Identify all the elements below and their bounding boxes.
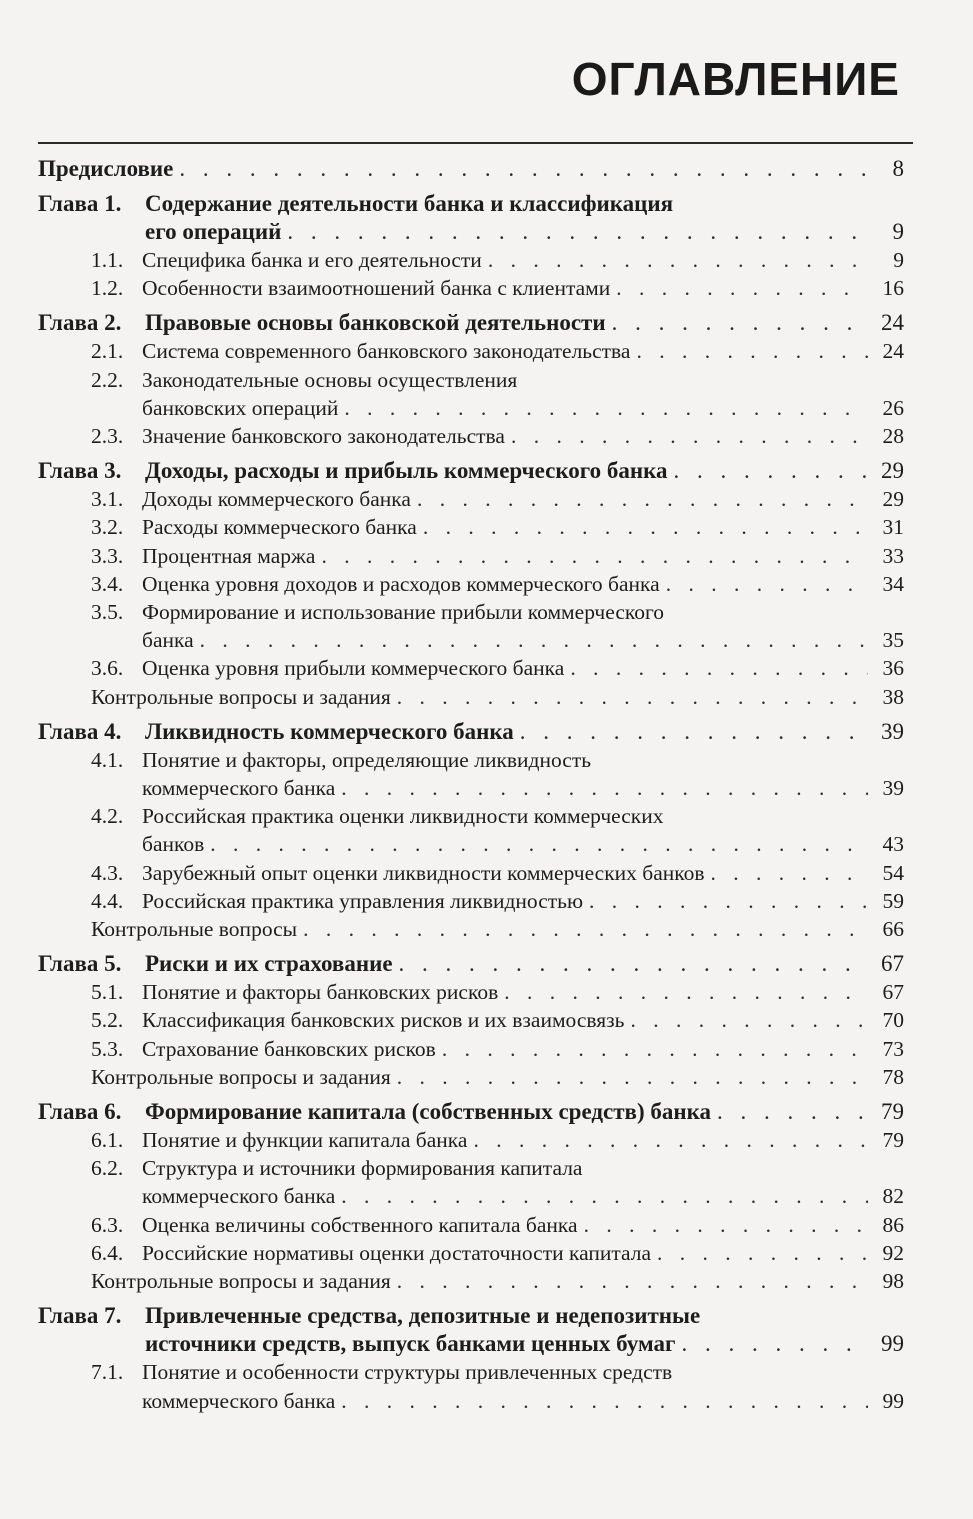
toc-row[interactable] xyxy=(38,1211,904,1239)
section-title: Российская практика управления ликвидностью xyxy=(142,888,584,913)
section-number: 1.1. xyxy=(91,248,124,272)
toc-row[interactable] xyxy=(38,457,904,485)
toc-row[interactable] xyxy=(38,337,904,365)
toc-row[interactable] xyxy=(38,1330,904,1358)
section-title: Оценка уровня прибыли коммерческого банка xyxy=(142,656,565,681)
leader-dots xyxy=(612,309,868,337)
page-number: 8 xyxy=(892,156,904,181)
section-number: 4.4. xyxy=(91,888,124,913)
leader-dots xyxy=(442,1035,868,1063)
page-number: 59 xyxy=(882,888,904,913)
page-number: 39 xyxy=(882,776,904,801)
page-number: 82 xyxy=(882,1184,904,1209)
page-number: 29 xyxy=(881,458,904,484)
section-title: Формирование и использование прибыли коммерческого xyxy=(142,600,664,625)
leader-dots xyxy=(423,513,868,541)
leader-dots xyxy=(589,887,868,915)
leader-dots xyxy=(504,978,868,1006)
toc-row[interactable] xyxy=(38,366,904,394)
toc-row[interactable] xyxy=(38,950,904,978)
page-number: 86 xyxy=(882,1212,904,1237)
leader-dots xyxy=(341,774,868,802)
section-number: 5.3. xyxy=(91,1036,124,1061)
page-number: 24 xyxy=(881,310,904,336)
toc-row[interactable] xyxy=(38,859,904,887)
preface-label: Предисловие xyxy=(38,156,174,181)
leader-dots xyxy=(717,1098,868,1126)
leader-dots xyxy=(397,1063,868,1091)
section-number: 5.2. xyxy=(91,1008,124,1033)
toc-row[interactable] xyxy=(38,1126,904,1154)
chapter-title: Правовые основы банковской деятельности xyxy=(145,310,606,336)
toc-row[interactable] xyxy=(38,887,904,915)
leader-dots xyxy=(657,1239,868,1267)
review-questions: Контрольные вопросы и задания xyxy=(91,1269,391,1294)
section-title: Понятие и факторы, определяющие ликвидность xyxy=(142,747,592,772)
section-title: банков xyxy=(142,832,205,857)
page-number: 9 xyxy=(893,248,904,272)
toc-row[interactable] xyxy=(38,1358,904,1386)
page-number: 34 xyxy=(882,571,904,596)
toc-row[interactable] xyxy=(38,746,904,774)
page-title: ОГЛАВЛЕНИЕ xyxy=(571,53,900,105)
leader-dots xyxy=(287,218,868,246)
section-number: 2.1. xyxy=(91,339,124,364)
page-number: 38 xyxy=(882,684,904,709)
toc-row[interactable] xyxy=(38,978,904,1006)
chapter-title: Формирование капитала (собственных средств) банка xyxy=(145,1099,712,1125)
leader-dots xyxy=(520,718,868,746)
toc-row[interactable] xyxy=(38,309,904,337)
leader-dots xyxy=(473,1126,868,1154)
page-number: 54 xyxy=(882,860,904,885)
chapter-title: Содержание деятельности банка и классификация xyxy=(145,191,674,216)
title-rule xyxy=(38,142,913,144)
toc-row[interactable] xyxy=(38,802,904,830)
toc-row[interactable] xyxy=(38,155,904,183)
toc-row[interactable] xyxy=(38,218,904,246)
chapter-number: Глава 3. xyxy=(38,458,122,484)
page-number: 79 xyxy=(881,1099,904,1125)
section-title: Процентная маржа xyxy=(142,543,316,568)
toc-row[interactable] xyxy=(38,626,904,654)
toc-row[interactable] xyxy=(38,246,904,274)
section-title: коммерческого банка xyxy=(142,776,336,801)
chapter-number: Глава 7. xyxy=(38,1303,122,1329)
chapter-number: Глава 2. xyxy=(38,310,122,336)
section-number: 2.3. xyxy=(91,424,124,449)
toc-row[interactable] xyxy=(38,542,904,570)
section-title: Специфика банка и его деятельности xyxy=(142,248,482,272)
review-questions: Контрольные вопросы и задания xyxy=(91,684,391,709)
toc-row[interactable] xyxy=(38,654,904,682)
page-number: 16 xyxy=(882,276,904,301)
section-title: Расходы коммерческого банка xyxy=(142,515,417,540)
page-number: 26 xyxy=(882,395,904,420)
leader-dots xyxy=(584,1211,868,1239)
leader-dots xyxy=(630,1006,868,1034)
section-title: Особенности взаимоотношений банка с клиентами xyxy=(142,276,611,301)
leader-dots xyxy=(210,830,868,858)
section-number: 6.2. xyxy=(91,1156,124,1181)
section-title: Значение банковского законодательства xyxy=(142,424,505,449)
leader-dots xyxy=(511,422,868,450)
leader-dots xyxy=(711,859,868,887)
page-number: 92 xyxy=(882,1240,904,1265)
toc-row[interactable] xyxy=(38,485,904,513)
chapter-title: Ликвидность коммерческого банка xyxy=(145,718,514,744)
toc-row[interactable] xyxy=(38,1387,904,1415)
page-number: 9 xyxy=(892,219,904,244)
toc-row[interactable] xyxy=(38,422,904,450)
page-number: 39 xyxy=(881,718,904,744)
page-number: 35 xyxy=(882,628,904,653)
section-number: 6.3. xyxy=(91,1212,124,1237)
section-number: 3.4. xyxy=(91,571,124,596)
toc-row[interactable] xyxy=(38,190,904,218)
leader-dots xyxy=(570,654,868,682)
section-title: Оценка уровня доходов и расходов коммерческого банка xyxy=(142,571,660,596)
toc-row[interactable] xyxy=(38,1239,904,1267)
toc-row[interactable] xyxy=(38,513,904,541)
section-title: Страхование банковских рисков xyxy=(142,1036,436,1061)
table-of-contents xyxy=(38,148,904,1415)
toc-row[interactable] xyxy=(38,1267,904,1295)
section-number: 6.4. xyxy=(91,1240,124,1265)
section-number: 2.2. xyxy=(91,367,124,392)
section-number: 4.3. xyxy=(91,860,124,885)
chapter-title: Привлеченные средства, депозитные и недепозитные xyxy=(145,1303,701,1329)
page-number: 66 xyxy=(882,917,904,942)
leader-dots xyxy=(303,915,868,943)
review-questions: Контрольные вопросы и задания xyxy=(91,1064,391,1089)
leader-dots xyxy=(399,950,868,978)
page-number: 36 xyxy=(882,656,904,681)
page-number: 28 xyxy=(882,424,904,449)
chapter-number: Глава 4. xyxy=(38,718,122,744)
toc-row[interactable] xyxy=(38,1063,904,1091)
section-title: Зарубежный опыт оценки ликвидности коммерческих банков xyxy=(142,860,705,885)
leader-dots xyxy=(636,337,868,365)
page-number: 99 xyxy=(881,1331,904,1357)
section-title: Доходы коммерческого банка xyxy=(142,487,411,512)
page-number: 43 xyxy=(882,832,904,857)
section-title: Классификация банковских рисков и их взаимосвязь xyxy=(142,1008,625,1033)
section-number: 1.2. xyxy=(91,276,124,301)
section-title: Понятие и факторы банковских рисков xyxy=(142,980,499,1005)
review-questions: Контрольные вопросы xyxy=(91,917,298,942)
page-number: 73 xyxy=(882,1036,904,1061)
leader-dots xyxy=(344,394,868,422)
toc-row[interactable] xyxy=(38,915,904,943)
toc-row[interactable] xyxy=(38,718,904,746)
leader-dots xyxy=(321,542,868,570)
toc-row[interactable] xyxy=(38,598,904,626)
page-number: 24 xyxy=(882,339,904,364)
page-number: 29 xyxy=(882,487,904,512)
section-number: 6.1. xyxy=(91,1128,124,1153)
section-number: 3.5. xyxy=(91,600,124,625)
section-title: Понятие и функции капитала банка xyxy=(142,1128,468,1153)
section-title: Понятие и особенности структуры привлеченных средств xyxy=(142,1360,673,1385)
leader-dots xyxy=(488,246,868,274)
page-number: 70 xyxy=(882,1008,904,1033)
section-title: Российские нормативы оценки достаточности капитала xyxy=(142,1240,652,1265)
leader-dots xyxy=(200,626,868,654)
leader-dots xyxy=(681,1330,868,1358)
section-title: коммерческого банка xyxy=(142,1388,336,1413)
leader-dots xyxy=(179,155,868,183)
toc-row[interactable] xyxy=(38,1098,904,1126)
toc-row[interactable] xyxy=(38,274,904,302)
toc-row[interactable] xyxy=(38,774,904,802)
section-title: банка xyxy=(142,628,194,653)
page-number: 78 xyxy=(882,1064,904,1089)
page-number: 31 xyxy=(882,515,904,540)
section-number: 3.6. xyxy=(91,656,124,681)
section-number: 4.2. xyxy=(91,804,124,829)
section-title: Оценка величины собственного капитала банка xyxy=(142,1212,578,1237)
chapter-number: Глава 6. xyxy=(38,1099,122,1125)
page-number: 33 xyxy=(882,543,904,568)
leader-dots xyxy=(417,485,868,513)
leader-dots xyxy=(666,570,868,598)
chapter-number: Глава 5. xyxy=(38,951,122,977)
leader-dots xyxy=(397,1267,868,1295)
leader-dots xyxy=(397,683,868,711)
toc-row[interactable] xyxy=(38,1182,904,1210)
leader-dots xyxy=(616,274,868,302)
section-title: коммерческого банка xyxy=(142,1184,336,1209)
section-number: 3.3. xyxy=(91,543,124,568)
toc-row[interactable] xyxy=(38,570,904,598)
page-number: 67 xyxy=(882,980,904,1005)
section-number: 3.2. xyxy=(91,515,124,540)
chapter-number: Глава 1. xyxy=(38,191,122,216)
leader-dots xyxy=(341,1387,868,1415)
section-title: банковских операций xyxy=(142,395,339,420)
toc-row[interactable] xyxy=(38,1035,904,1063)
toc-row[interactable] xyxy=(38,1302,904,1330)
toc-row[interactable] xyxy=(38,394,904,422)
toc-row[interactable] xyxy=(38,830,904,858)
page-number: 99 xyxy=(882,1388,904,1413)
toc-row[interactable] xyxy=(38,683,904,711)
section-title: Структура и источники формирования капитала xyxy=(142,1156,583,1181)
toc-row[interactable] xyxy=(38,1006,904,1034)
section-title: Российская практика оценки ликвидности коммерческих xyxy=(142,804,664,829)
section-number: 4.1. xyxy=(91,747,124,772)
section-number: 3.1. xyxy=(91,487,124,512)
leader-dots xyxy=(341,1182,868,1210)
page-number: 98 xyxy=(882,1269,904,1294)
section-number: 7.1. xyxy=(91,1360,124,1385)
section-number: 5.1. xyxy=(91,980,124,1005)
section-title: Система современного банковского законодательства xyxy=(142,339,631,364)
chapter-title: Риски и их страхование xyxy=(145,951,393,977)
page-number: 79 xyxy=(882,1128,904,1153)
toc-row[interactable] xyxy=(38,1154,904,1182)
chapter-title: Доходы, расходы и прибыль коммерческого банка xyxy=(145,458,668,484)
section-title: Законодательные основы осуществления xyxy=(142,367,518,392)
chapter-title: источники средств, выпуск банками ценных бумаг xyxy=(145,1331,676,1357)
page-number: 67 xyxy=(881,951,904,977)
chapter-title: его операций xyxy=(145,219,282,244)
leader-dots xyxy=(674,457,868,485)
